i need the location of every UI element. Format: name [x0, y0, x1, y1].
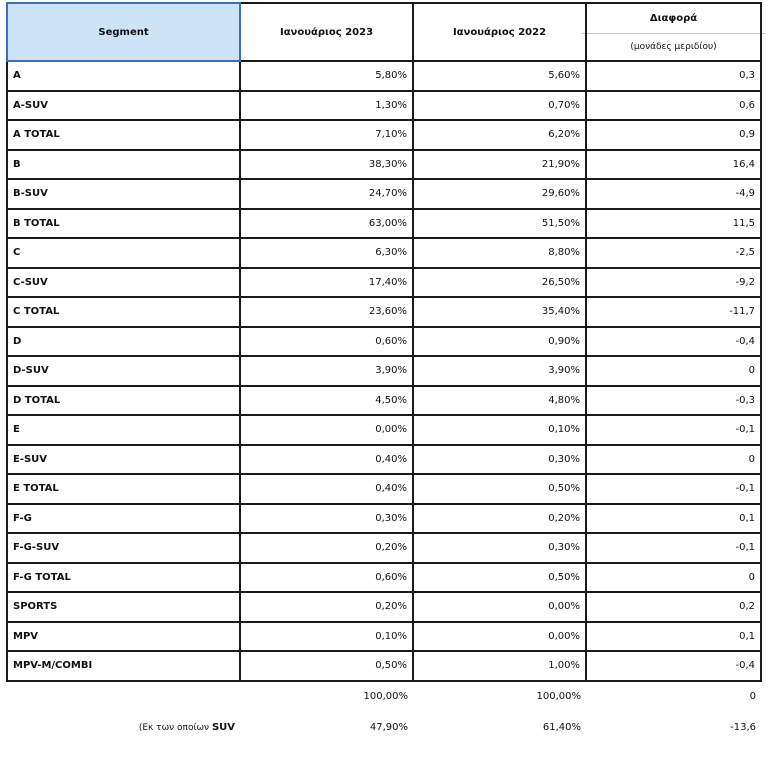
table-row	[7, 592, 761, 622]
row-value-2022: 8,80%	[413, 238, 586, 268]
row-value-2022: 0,90%	[413, 327, 586, 357]
row-diff: -0,4	[586, 651, 761, 681]
row-diff: -0,1	[586, 533, 761, 563]
row-value-2023: 4,50%	[240, 386, 413, 416]
row-segment: B	[7, 150, 240, 180]
row-segment: C	[7, 238, 240, 268]
table-row	[7, 61, 761, 91]
row-value-2023: 0,20%	[240, 592, 413, 622]
suv-row	[7, 712, 761, 743]
row-value-2022: 3,90%	[413, 356, 586, 386]
table-row	[7, 209, 761, 239]
row-value-2022: 0,10%	[413, 415, 586, 445]
row-value-2022: 0,50%	[413, 474, 586, 504]
row-diff: 0	[586, 445, 761, 475]
row-segment: D-SUV	[7, 356, 240, 386]
row-value-2023: 17,40%	[240, 268, 413, 298]
row-value-2022: 4,80%	[413, 386, 586, 416]
row-value-2022: 21,90%	[413, 150, 586, 180]
row-segment: A	[7, 61, 240, 91]
table-row	[7, 268, 761, 298]
row-segment: MPV-M/COMBI	[7, 651, 240, 681]
header-segment[interactable]: Segment	[7, 3, 240, 61]
header-difference-title: Διαφορά	[582, 5, 765, 34]
row-value-2022: 0,50%	[413, 563, 586, 593]
row-diff: 0,1	[586, 622, 761, 652]
table-row	[7, 445, 761, 475]
row-diff: -11,7	[586, 297, 761, 327]
row-value-2022: 0,00%	[413, 622, 586, 652]
totals-2023: 100,00%	[363, 691, 408, 702]
row-value-2022: 1,00%	[413, 651, 586, 681]
row-value-2023: 0,00%	[240, 415, 413, 445]
table-row	[7, 297, 761, 327]
row-value-2023: 23,60%	[240, 297, 413, 327]
row-value-2023: 0,60%	[240, 327, 413, 357]
suv-2022: 61,40%	[542, 721, 581, 733]
row-diff: -0,1	[586, 474, 761, 504]
row-segment: A TOTAL	[7, 120, 240, 150]
row-segment: E TOTAL	[7, 474, 240, 504]
row-diff: 0,1	[586, 504, 761, 534]
header-jan-2023: Ιανουάριος 2023	[240, 3, 413, 61]
row-diff: 16,4	[586, 150, 761, 180]
row-value-2023: 0,50%	[240, 651, 413, 681]
row-value-2022: 0,20%	[413, 504, 586, 534]
row-value-2022: 51,50%	[413, 209, 586, 239]
table-row	[7, 91, 761, 121]
row-value-2023: 38,30%	[240, 150, 413, 180]
row-diff: -4,9	[586, 179, 761, 209]
row-value-2022: 5,60%	[413, 61, 586, 91]
row-value-2022: 26,50%	[413, 268, 586, 298]
row-value-2023: 0,20%	[240, 533, 413, 563]
row-value-2022: 0,30%	[413, 445, 586, 475]
row-value-2022: 0,30%	[413, 533, 586, 563]
row-value-2022: 35,40%	[413, 297, 586, 327]
suv-diff: -13,6	[730, 721, 756, 733]
table-row	[7, 150, 761, 180]
row-diff: 11,5	[586, 209, 761, 239]
header-difference	[586, 3, 761, 61]
row-diff: -0,3	[586, 386, 761, 416]
table-row	[7, 651, 761, 681]
header-difference-unit: (μονάδες μεριδίου)	[630, 41, 717, 52]
suv-label-text: (Εκ των οποίων	[138, 722, 210, 733]
table-header-row	[7, 3, 761, 61]
table-row	[7, 120, 761, 150]
row-segment: B TOTAL	[7, 209, 240, 239]
table-row	[7, 622, 761, 652]
suv-tag: SUV	[211, 721, 235, 733]
table-row	[7, 327, 761, 357]
header-jan-2022: Ιανουάριος 2022	[413, 3, 586, 61]
row-diff: 0	[586, 563, 761, 593]
row-segment: D TOTAL	[7, 386, 240, 416]
row-diff: 0,2	[586, 592, 761, 622]
table-row	[7, 563, 761, 593]
row-value-2023: 24,70%	[240, 179, 413, 209]
row-value-2022: 29,60%	[413, 179, 586, 209]
row-segment: C TOTAL	[7, 297, 240, 327]
table-row	[7, 474, 761, 504]
totals-label	[7, 681, 240, 712]
table-row	[7, 238, 761, 268]
table-row	[7, 356, 761, 386]
row-diff: 0,3	[586, 61, 761, 91]
row-value-2023: 7,10%	[240, 120, 413, 150]
table-row	[7, 386, 761, 416]
totals-diff: 0	[749, 691, 756, 702]
row-value-2023: 0,10%	[240, 622, 413, 652]
row-diff: 0,6	[586, 91, 761, 121]
row-segment: F-G	[7, 504, 240, 534]
row-value-2023: 6,30%	[240, 238, 413, 268]
row-value-2023: 0,60%	[240, 563, 413, 593]
row-value-2023: 5,80%	[240, 61, 413, 91]
row-value-2023: 0,40%	[240, 474, 413, 504]
row-segment: E-SUV	[7, 445, 240, 475]
row-diff: 0,9	[586, 120, 761, 150]
table-row	[7, 533, 761, 563]
row-diff: -2,5	[586, 238, 761, 268]
row-segment: F-G-SUV	[7, 533, 240, 563]
row-value-2023: 0,40%	[240, 445, 413, 475]
table-row	[7, 504, 761, 534]
segment-share-table	[6, 2, 762, 743]
table-row	[7, 415, 761, 445]
row-segment: E	[7, 415, 240, 445]
row-value-2023: 3,90%	[240, 356, 413, 386]
row-value-2023: 0,30%	[240, 504, 413, 534]
suv-2023: 47,90%	[369, 721, 408, 733]
row-segment: D	[7, 327, 240, 357]
row-segment: F-G TOTAL	[7, 563, 240, 593]
row-diff: -9,2	[586, 268, 761, 298]
table-row	[7, 179, 761, 209]
suv-label	[7, 712, 240, 743]
row-segment: B-SUV	[7, 179, 240, 209]
row-value-2023: 1,30%	[240, 91, 413, 121]
row-value-2022: 0,00%	[413, 592, 586, 622]
totals-2022: 100,00%	[536, 691, 581, 702]
row-diff: -0,4	[586, 327, 761, 357]
row-diff: 0	[586, 356, 761, 386]
row-segment: C-SUV	[7, 268, 240, 298]
row-segment: SPORTS	[7, 592, 240, 622]
row-diff: -0,1	[586, 415, 761, 445]
row-segment: A-SUV	[7, 91, 240, 121]
totals-row	[7, 681, 761, 712]
row-value-2023: 63,00%	[240, 209, 413, 239]
row-value-2022: 0,70%	[413, 91, 586, 121]
row-value-2022: 6,20%	[413, 120, 586, 150]
row-segment: MPV	[7, 622, 240, 652]
